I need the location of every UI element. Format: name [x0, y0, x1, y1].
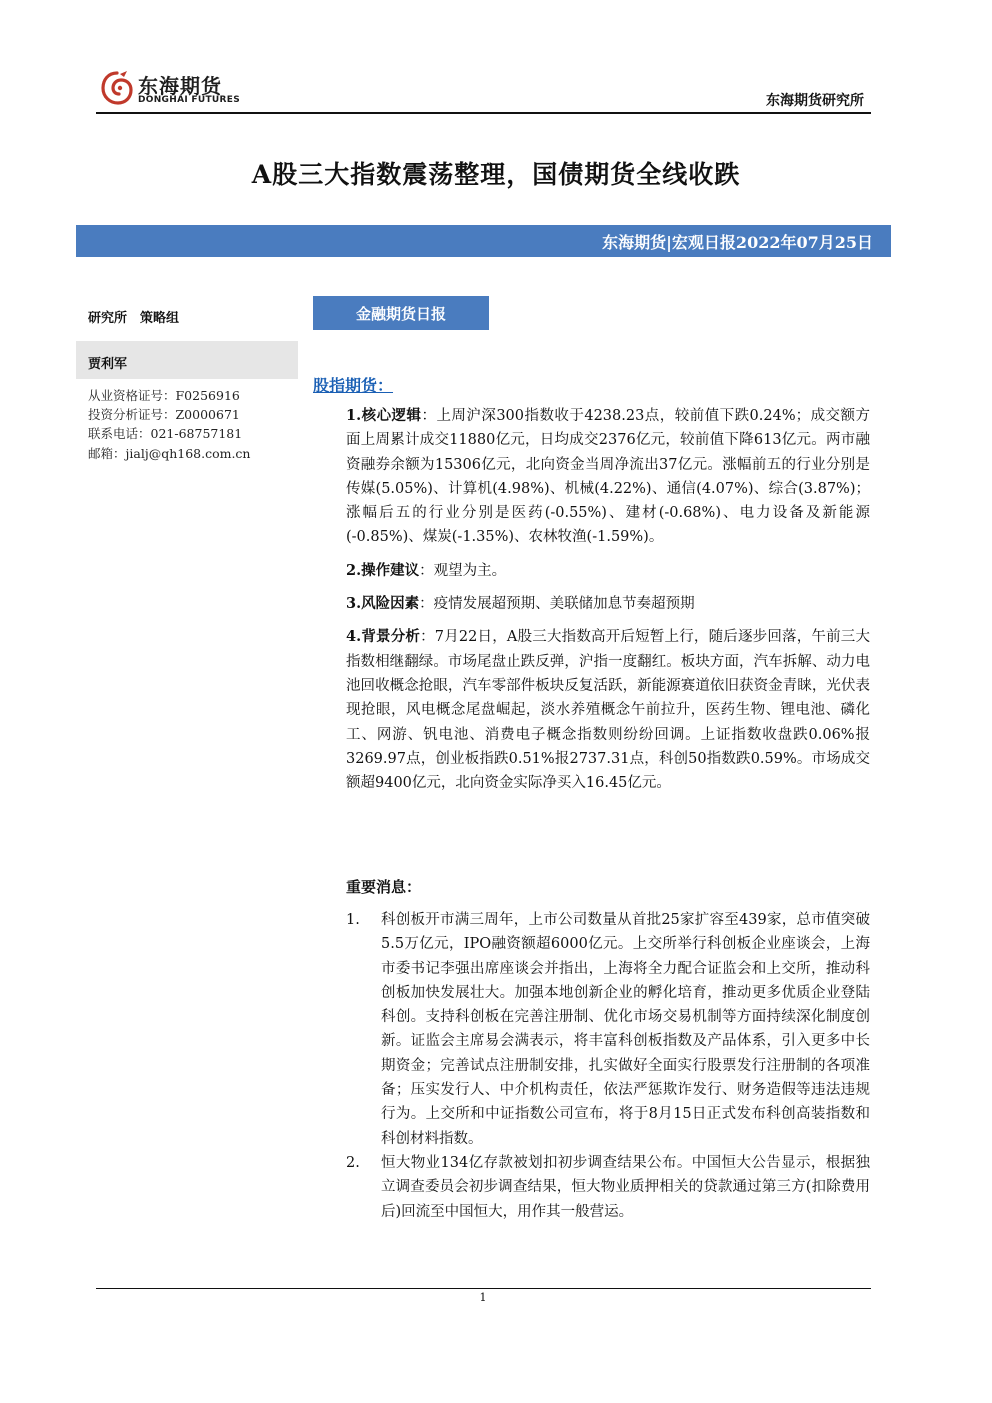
investment-analysis-number: 投资分析证号：Z0000671 — [88, 407, 240, 423]
list-item — [346, 908, 870, 1151]
paragraph-text: ：7月22日，A股三大指数高开后短暂上行，随后逐步回落，午前三大指数相继翻绿。市场尾盘止跌反弹，沪指一度翻红。板块方面，汽车拆解、动力电池回收概念抢眼，汽车零部件板块反复活跃，新能源赛道依旧获资金青睐，光伏表现抢眼，风电概念尾盘崛起，淡水养殖概念午前拉升，医药生物、锂电池、磷化工、网游、钒电池、消费电子概念指数则纷纷回调。上证指数收盘跌0.06%报3269.97点，创业板指跌0.51%报2737.31点，科创50指数跌0.59%。市场成交额超9400亿元，北向资金实际净买入16.45亿元。 — [346, 629, 870, 792]
paragraph-text: ：上周沪深300指数收于4238.23点，较前值下跌0.24%；成交额方面上周累计成交11880亿元，日均成交2376亿元，较前值下降613亿元。两市融资融券余额为15306亿元，北向资金当周净流出37亿元。涨幅前五的行业分别是传媒(5.05%)、计算机(4.98%)、机械(4.22%)、通信(4.07%)、综合(3.87%)；涨幅后五的行业分别是医药(-0.55%)、建材(-0.68%)、电力设备及新能源(-0.85%)、煤炭(-1.35%)、农林牧渔(-1.59%)。 — [346, 408, 870, 546]
list-item-number: 1. — [346, 912, 360, 928]
news-heading: 重要消息： — [346, 878, 422, 896]
analyst-box — [76, 341, 298, 379]
analyst-name: 贾利军 — [88, 357, 128, 372]
report-banner — [76, 225, 891, 257]
paragraph-text: ：观望为主。 — [419, 562, 507, 579]
main-content — [346, 404, 870, 804]
paragraph-core-logic — [346, 404, 870, 550]
report-title: A股三大指数震荡整理，国债期货全线收跌 — [251, 160, 741, 189]
paragraph-text: ：疫情发展超预期、美联储加息节奏超预期 — [419, 596, 695, 613]
logo-chinese-text: 东海期货 — [138, 74, 222, 98]
analyst-info — [88, 386, 251, 463]
list-item-text: 科创板开市满三周年，上市公司数量从首批25家扩容至439家，总市值突破5.5万亿元，IPO融资额超6000亿元。上交所举行科创板企业座谈会，上海市委书记李强出席座谈会并指出，上海将全力配合证监会和上交所，推动科创板加快发展壮大。加强本地创新企业的孵化培育，推动更多优质企业登陆科创。支持科创板在完善注册制、优化市场交易机制等方面持续深化制度创新。证监会主席易会满表示，将丰富科创板指数及产品体系，引入更多中长期资金；完善试点注册制安排，扎实做好全面实行股票发行注册制的各项准备；压实发行人、中介机构责任，依法严惩欺诈发行、财务造假等违法违规行为。上交所和中证指数公司宣布，将于8月15日正式发布科创高装指数和科创材料指数。 — [381, 912, 870, 1147]
news-list — [346, 908, 870, 1224]
section-tab — [313, 296, 489, 330]
company-logo — [100, 66, 240, 110]
paragraph-label: 1.核心逻辑 — [346, 407, 422, 424]
section-title: 股指期货： — [313, 376, 394, 395]
banner-text: 东海期货|宏观日报2022年07月25日 — [602, 233, 873, 252]
team-label: 研究所 策略组 — [88, 311, 180, 326]
institute-name: 东海期货研究所 — [766, 93, 864, 109]
qualification-number: 从业资格证号：F0256916 — [88, 388, 240, 403]
logo-english-text: DONGHAI FUTURES — [138, 95, 240, 105]
email-address: 邮箱：jialj@qh168.com.cn — [88, 445, 251, 461]
header-divider — [96, 112, 871, 114]
list-item-number: 2. — [346, 1154, 360, 1171]
paragraph-label: 4.背景分析 — [346, 628, 421, 646]
footer-divider — [96, 1288, 871, 1289]
list-item — [346, 1151, 870, 1224]
paragraph-advice — [346, 559, 870, 583]
paragraph-risk — [346, 592, 870, 616]
phone-number: 联系电话：021-68757181 — [88, 426, 243, 442]
paragraph-background — [346, 625, 870, 795]
paragraph-label: 3.风险因素 — [346, 595, 420, 613]
dragon-logo-icon — [100, 70, 134, 106]
page-number: 1 — [479, 1291, 487, 1304]
paragraph-label: 2.操作建议 — [346, 561, 420, 579]
list-item-text: 恒大物业134亿存款被划扣初步调查结果公布。中国恒大公告显示，根据独立调查委员会初步调查结果，恒大物业质押相关的贷款通过第三方(扣除费用后)回流至中国恒大，用作其一般营运。 — [381, 1154, 870, 1220]
section-tab-label: 金融期货日报 — [355, 305, 446, 323]
